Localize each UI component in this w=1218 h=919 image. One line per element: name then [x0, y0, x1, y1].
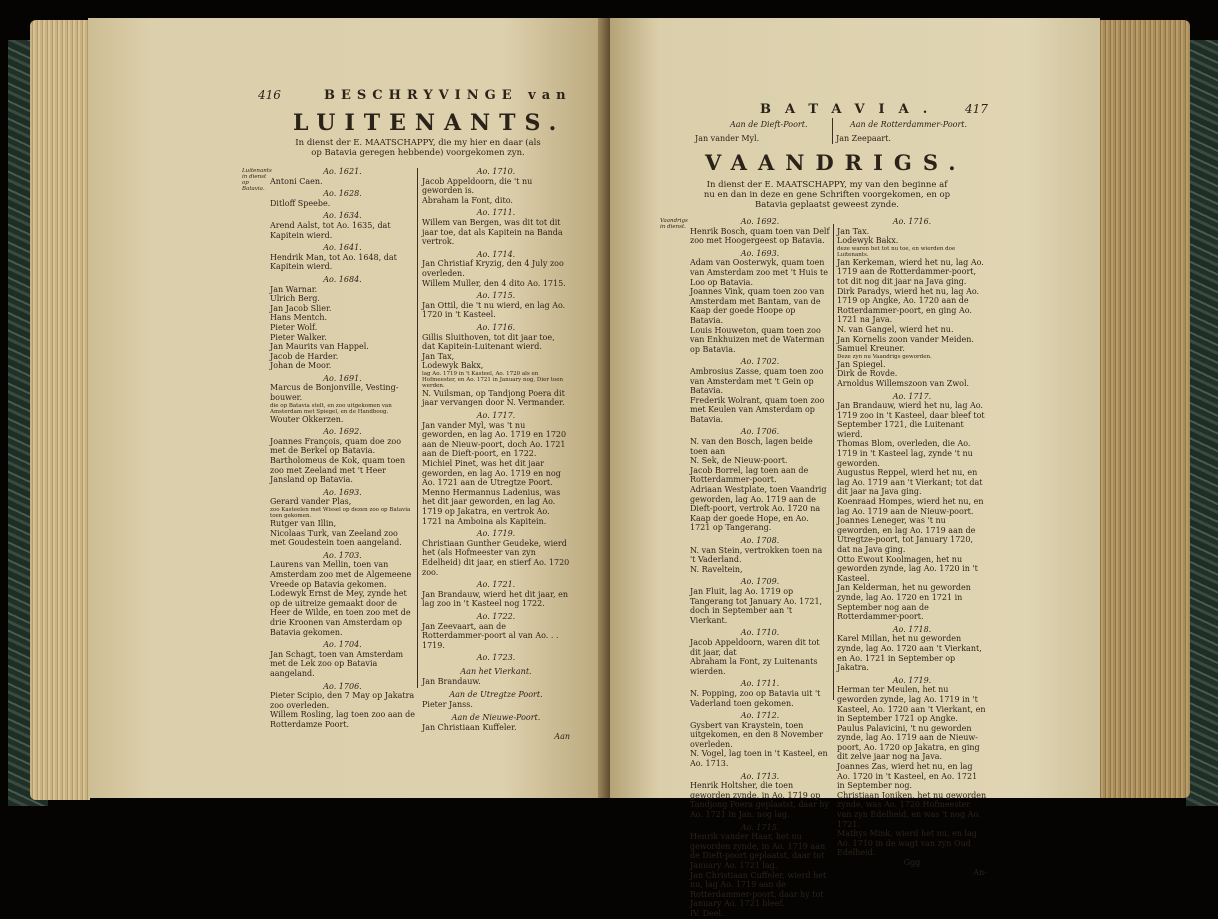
text-line: Jacob Appeldoorn, die 't nu geworden is.	[422, 176, 533, 196]
text-line: N. Vuilsman, op Tandjong Poera dit jaar vervangen door N. Vermander.	[422, 388, 565, 408]
text-line: deze waren het tot nu toe, en wierden doe Luitenants.	[837, 245, 956, 258]
text-line: N. Raveltein,	[690, 564, 743, 574]
subtitle-left: In dienst der E. MAATSCHAPPY, die my hier en daar (als op Batavia geregen hebbende) voorgekomen zyn.	[295, 138, 541, 158]
text-line: Augustus Reppel, wierd het nu, en lag Ao. 1719 aan 't Vierkant; tot dat dit jaar na Java ging.	[837, 468, 983, 497]
text-line: Ao. 1719.	[476, 529, 516, 539]
text-line: Arnoldus Willemszoon van Zwol.	[837, 378, 970, 388]
text-line: Adam van Oosterwyk, quam toen van Amsterdam zoo met 't Huis te Loo op Batavia.	[690, 258, 828, 287]
marbled-cover-right	[1186, 40, 1218, 806]
text-line: Abraham la Font, dito.	[422, 195, 513, 205]
text-line: Ao. 1714.	[476, 249, 516, 259]
text-line: Jan Christiaan Kuffeler.	[422, 722, 517, 732]
text-line: Paulus Palavicini, 't nu geworden zynde, lag Ao. 1719 aan de Nieuw-poort, Ao. 1720 op Jakatra, en ging dit zelve jaar nog na Java.	[837, 723, 980, 762]
text-line: Otto Ewout Koolmagen, het nu geworden zynde, lag Ao. 1720 in 't Kasteel.	[837, 554, 978, 583]
text-line: Ao. 1722.	[476, 611, 516, 621]
page-number-left: 416	[258, 88, 281, 102]
text-line: Adriaan Westplate, toen Vaandrig geworden, lag Ao. 1719 aan de Dieft-poort, vertrok Ao. 1720 na Kaap der goede Hope, en Ao. 1721 op Tangerang.	[690, 485, 827, 533]
text-line: Jan Brandauw, wierd het nu, lag Ao. 1719 zoo in 't Kasteel, daar bleef tot September 1721, die Luitenant wierd.	[837, 401, 985, 439]
text-line: Dirk de Rovde.	[837, 369, 898, 379]
text-line: Jan Zeevaart, aan de Rotterdammer-poort al van Ao. . . 1719.	[422, 621, 559, 650]
text-line: Ao. 1709.	[740, 577, 780, 587]
note-bonjonville: die op Batavia stelt, en zoo uitgekomen van Amsterdam met Spiegel, en de Handboog.	[270, 402, 392, 415]
text-line: Ao. 1716.	[892, 217, 932, 226]
text-line: Gillis Sluithoven, tot dit jaar toe, dat Kapitein-Luitenant wierd.	[422, 332, 555, 352]
text-line: Dirk Paradys, wierd het nu, lag Ao. 1719 op Angke, Ao. 1720 aan de Rotterdammer-poort, en ging Ao. 1721 na Java.	[837, 286, 980, 325]
text-line: Jan Brandauw.	[422, 676, 481, 686]
text-line: Joannes François, quam doe zoo met de Berkel op Batavia.	[270, 436, 402, 456]
text-line: Ao. 1710.	[740, 628, 780, 638]
text-line: Herman ter Meulen, het nu geworden zynde, lag Ao. 1719 in 't Kasteel, Ao. 1720 aan 't Vierkant, en in September 1721 op Angke.	[837, 685, 986, 724]
running-title-left: BESCHRYVINGE van	[324, 88, 572, 103]
text-line: N. Sek, de Nieuw-poort.	[690, 456, 788, 466]
note-tax: lag Ao. 1719 in 't Kasteel, Ao. 1720 als en Hofmeester, en Ao. 1721 in January nog, Dier toen werden.	[422, 370, 564, 389]
text-line: Michiel Pinet, was het dit jaar geworden, en lag Ao. 1719 en nog Ao. 1721 aan de Utregtze Poort.	[422, 459, 561, 488]
text-line: Hans Mentch.	[270, 313, 328, 323]
text-line: Ao. 1628.	[323, 189, 362, 199]
text-line: Ao. 1692.	[740, 217, 780, 226]
text-line: N. van den Bosch, lagen beide toen aan	[690, 437, 813, 456]
text-line: Arend Aalst, tot Ao. 1635, dat Kapitein wierd.	[270, 220, 391, 240]
text-line: Ulrich Berg.	[270, 294, 320, 304]
text-line: Willem Muller, den 4 dito Ao. 1715.	[422, 278, 566, 288]
heading-rotterdammer-poort: Aan de Rotterdammer-Poort.	[850, 120, 968, 129]
text-line: Henrik Holtsher, die toen geworden zynde, in Ao. 1719 op Tandjong Poera geplaatst, daar hy Ao. 1721 in Jan. nog lag.	[690, 781, 830, 820]
text-line: Ao. 1723.	[476, 653, 516, 663]
text-line: Jan Tax,	[422, 351, 455, 361]
text-line: Gerard vander Plas,	[270, 497, 352, 507]
page-number-right: 417	[965, 102, 988, 116]
text-line: Mathys Mink, wierd het nu, en lag Ao. 1710 in de wagt van zyn Oud Edelheid.	[837, 829, 977, 858]
note-plas: zoo Kasteelen met Wissel op dezen zoo op Batavia toen gekomen.	[270, 507, 411, 519]
text-line: Ao. 1621.	[323, 167, 362, 176]
left-page	[88, 18, 608, 798]
text-line: N. Vogel, lag toen in 't Kasteel, en Ao. 1713.	[690, 749, 828, 769]
section-title-luitenants: LUITENANTS.	[293, 110, 566, 136]
text-line: Wouter Okkerzen.	[270, 414, 344, 424]
text-line: Ao. 1704.	[323, 640, 362, 650]
text-line: Jan Kelderman, het nu geworden zynde, lag Ao. 1720 en 1721 in September nog aan de Rotterdammer-poort.	[837, 583, 971, 622]
text-line: Jan Warnar.	[270, 284, 318, 294]
text-line: Ao. 1641.	[323, 243, 362, 253]
text-line: Jan Christiaf Kryzig, den 4 July zoo overleden.	[422, 259, 564, 278]
text-line: Ao. 1706.	[740, 427, 780, 437]
text-line: Pieter Scipio, den 7 May op Jakatra zoo overleden.	[270, 691, 415, 710]
text-line: Johan de Moor.	[270, 361, 332, 371]
text-line: Jan Tax.	[837, 226, 870, 236]
text-line: Ao. 1693.	[740, 248, 780, 258]
text-line: Lodewyk Ernst de Mey, zynde het op de uitreize gemaakt door de Heer de Wilde, en toen zoo met de drie Kroonen van Amsterdam op Batavia gekomen.	[270, 589, 411, 637]
text-line: N. van Gangel, wierd het nu.	[837, 324, 954, 334]
text-line: Menno Hermannus Ladenius, was het dit jaar geworden, en lag Ao. 1719 op Jakatra, en vertrok Ao. 1721 na Amboina als Kapitein.	[422, 487, 561, 526]
running-title-right: BATAVIA.	[760, 102, 942, 117]
text-line: Hendrik Man, tot Ao. 1648, dat Kapitein wierd.	[270, 252, 397, 272]
text-line: Laurens van Mellin, toen van Amsterdam zoo met de Algemeene Vreede op Batavia gekomen.	[270, 560, 412, 589]
column-rule-right	[833, 224, 834, 700]
text-line: Ao. 1706.	[323, 681, 362, 691]
left-column-2	[422, 164, 570, 742]
text-line: Bartholomeus de Kok, quam toen zoo met Zeeland met 't Heer Jansland op Batavia.	[270, 456, 406, 485]
text-line: Antoni Caen.	[270, 176, 323, 186]
text-line: Jan Maurits van Happel.	[270, 342, 369, 352]
text-line: Joannes Zas, wierd het nu, en lag Ao. 1720 in 't Kasteel, en Ao. 1721 in September nog.	[837, 762, 978, 791]
text-line: N. Popping, zoo op Batavia uit 't Vaderland toen gekomen.	[690, 688, 821, 708]
text-line: Gysbert van Kraystein, toen uitgekomen, en den 8 November overleden.	[690, 720, 823, 749]
text-line: Jan vander Myl, was 't nu geworden, en lag Ao. 1719 en 1720 aan de Nieuw-poort, doch Ao. 1721 aan de Dieft-poort, en 1722.	[422, 420, 567, 459]
text-line: Pieter Janss.	[422, 699, 473, 709]
text-line: Ao. 1711.	[740, 679, 780, 689]
text-line: Ao. 1721.	[476, 580, 516, 590]
text-line: Ao. 1702.	[740, 357, 780, 367]
text-line: Marcus de Bonjonville, Vesting-bouwer.	[270, 383, 399, 403]
text-line: Jan Spiegel.	[837, 359, 886, 369]
text-line: Jan Christiaan Cuffeler, wierd het nu, lag Ao. 1719 aan de Rotterdammer-poort, daar hy tot January Ao. 1721 bleef.	[690, 870, 827, 909]
text-line: Louis Houweton, quam toen zoo van Enkhuizen met de Waterman op Batavia.	[690, 325, 825, 354]
text-line: Nicolaas Turk, van Zeeland zoo met Goudestein toen aangeland.	[270, 528, 402, 548]
text-line: Ambrosius Zasse, quam toen zoo van Amsterdam met 't Gein op Batavia.	[690, 366, 824, 396]
text-line: Frederik Wolrant, quam toen zoo met Keulen van Amsterdam op Batavia.	[690, 395, 825, 424]
text-line: Ao. 1719.	[892, 675, 932, 685]
text-line: Henrik vander Haar, het nu geworden zynde, in Ao. 1719 aan de Dieft-poort geplaatst, daar tot January Ao. 1721 lag.	[690, 832, 826, 870]
text-line: Jan Jacob Slier.	[270, 303, 332, 313]
text-line: Christiaan Gunther Geudeke, wierd het (als Hofmeester van zyn Edelheid) dit jaar, en stierf Ao. 1720 zoo.	[422, 538, 570, 577]
name-rotterdammer-poort: Jan Zeepaart.	[836, 134, 891, 143]
text-line: Karel Millan, het nu geworden zynde, lag Ao. 1720 aan 't Vierkant, en Ao. 1721 in September op Jakatra.	[837, 634, 982, 673]
text-line: Ao. 1717.	[892, 391, 932, 401]
text-line: An-	[973, 867, 987, 877]
text-line: Jan Brandauw, wierd het dit jaar, en lag zoo in 't Kasteel nog 1722.	[422, 589, 568, 609]
text-line: Jan Schagt, toen van Amsterdam met de Lek zoo op Batavia aangeland.	[270, 649, 404, 678]
text-line: Ao. 1634.	[323, 211, 362, 221]
text-line: Jacob Borrel, lag toen aan de Rotterdammer-poort.	[690, 465, 809, 485]
text-line: N. van Stein, vertrokken toen na 't Vaderland.	[690, 545, 823, 565]
left-column-1	[270, 164, 415, 729]
text-line: Jan Fluit, lag Ao. 1719 op Tangerang tot January Ao. 1721, doch in September aan 't Vierkant.	[690, 586, 823, 625]
text-line: Pieter Wolf.	[270, 322, 318, 332]
text-line: IV. Deel.	[690, 908, 724, 918]
text-line: Joannes Vink, quam toen zoo van Amsterdam met Bantam, van de Kaap der goede Hoope op Batavia.	[690, 287, 825, 325]
text-line: Aan	[554, 732, 570, 742]
text-line: Lodewyk Bakx.	[837, 236, 899, 246]
text-line: Ao. 1717.	[476, 411, 516, 421]
text-line: Willem van Bergen, was dit tot dit jaar toe, dat als Kapitein na Banda vertrok.	[422, 217, 563, 247]
text-line: Rutger van Illin,	[270, 519, 337, 528]
text-line: Aan de Utregtze Poort.	[449, 690, 543, 700]
text-line: Abraham la Font, zy Luitenants wierden.	[690, 657, 818, 676]
right-page	[610, 18, 1100, 918]
text-line: Ditloff Speebe.	[270, 198, 331, 208]
text-line: Koenraad Hompes, wierd het nu, en lag Ao. 1719 aan de Nieuw-poort.	[837, 497, 984, 516]
margin-note-right: Vaandrigs in dienst.	[660, 218, 688, 230]
text-line: Ao. 1692.	[323, 427, 362, 437]
page-edges-left	[30, 20, 90, 800]
text-line: Pieter Walker.	[270, 332, 327, 342]
text-line: Samuel Kreuner.	[837, 344, 905, 354]
text-line: Lodewyk Bakx,	[422, 361, 484, 371]
subtitle-right: In dienst der E. MAATSCHAPPY, my van den beginne af nu en dan in deze en gene Schriften voorgekomen, en op Batavia geplaatst geweest zynde.	[703, 180, 951, 210]
text-line: Ao. 1711.	[476, 208, 516, 218]
text-line: Ao. 1691.	[323, 373, 362, 383]
text-line: Ao. 1703.	[323, 550, 362, 560]
text-line: Aan de Nieuwe-Poort.	[451, 713, 541, 723]
text-line: Jacob Appeldoorn, waren dit tot dit jaar, dat	[690, 637, 820, 657]
right-column-2	[837, 214, 987, 877]
text-line: Jan Kerkeman, wierd het nu, lag Ao. 1719 aan de Rotterdammer-poort, tot dit nog dit jaar na Java ging.	[837, 257, 984, 286]
text-line: Ggg	[903, 858, 921, 867]
text-line: Joannes Leneger, was 't nu geworden, en lag Ao. 1719 aan de Utregtze-poort, tot January 1720, dat na Java ging.	[837, 516, 976, 554]
text-line: Ao. 1718.	[892, 624, 932, 634]
text-line: Aan het Vierkant.	[460, 666, 532, 676]
text-line: Ao. 1712.	[740, 711, 780, 721]
text-line: Jacob de Harder.	[270, 351, 339, 361]
right-column-1	[690, 214, 830, 919]
note-kreuner: Deze zyn nu Vaandrigs geworden.	[837, 353, 932, 360]
text-line: Henrik Bosch, quam toen van Delf zoo met Hoogergeest op Batavia.	[690, 226, 830, 246]
text-line: Ao. 1713.	[740, 771, 780, 781]
text-line: Ao. 1715.	[476, 291, 516, 301]
text-line: Jan Kornelis zoon vander Meiden.	[837, 334, 974, 344]
text-line: Jan Ottil, die 't nu wierd, en lag Ao. 1720 in 't Kasteel.	[422, 300, 566, 320]
text-line: Ao. 1710.	[476, 167, 516, 176]
margin-note-left: Luitenants in dienst op Batavia.	[242, 168, 272, 192]
text-line: Ao. 1708.	[740, 536, 780, 545]
heading-dieft-poort: Aan de Dieft-Poort.	[730, 120, 808, 129]
header-rule	[832, 118, 833, 144]
text-line: Ao. 1715.	[740, 822, 780, 832]
text-line: Ao. 1684.	[323, 274, 362, 284]
text-line: Willem Rosling, lag toen zoo aan de Rotterdamze Poort.	[270, 710, 415, 729]
text-line: Christiaan Joniken, het nu geworden zynde, was Ao. 1720 Hofmeester van zyn Edelheid, en was 't nog Ao. 1721.	[837, 790, 987, 829]
section-title-vaandrigs: VAANDRIGS.	[705, 150, 967, 175]
page-edges-right	[1098, 20, 1190, 798]
text-line: Thomas Blom, overleden, die Ao. 1719 in 't Kasteel lag, zynde 't nu geworden.	[837, 439, 973, 468]
text-line: Ao. 1693.	[323, 487, 362, 497]
name-dieft-poort: Jan vander Myl.	[695, 134, 760, 143]
column-rule-left	[417, 168, 418, 688]
text-line: Ao. 1716.	[476, 322, 516, 332]
